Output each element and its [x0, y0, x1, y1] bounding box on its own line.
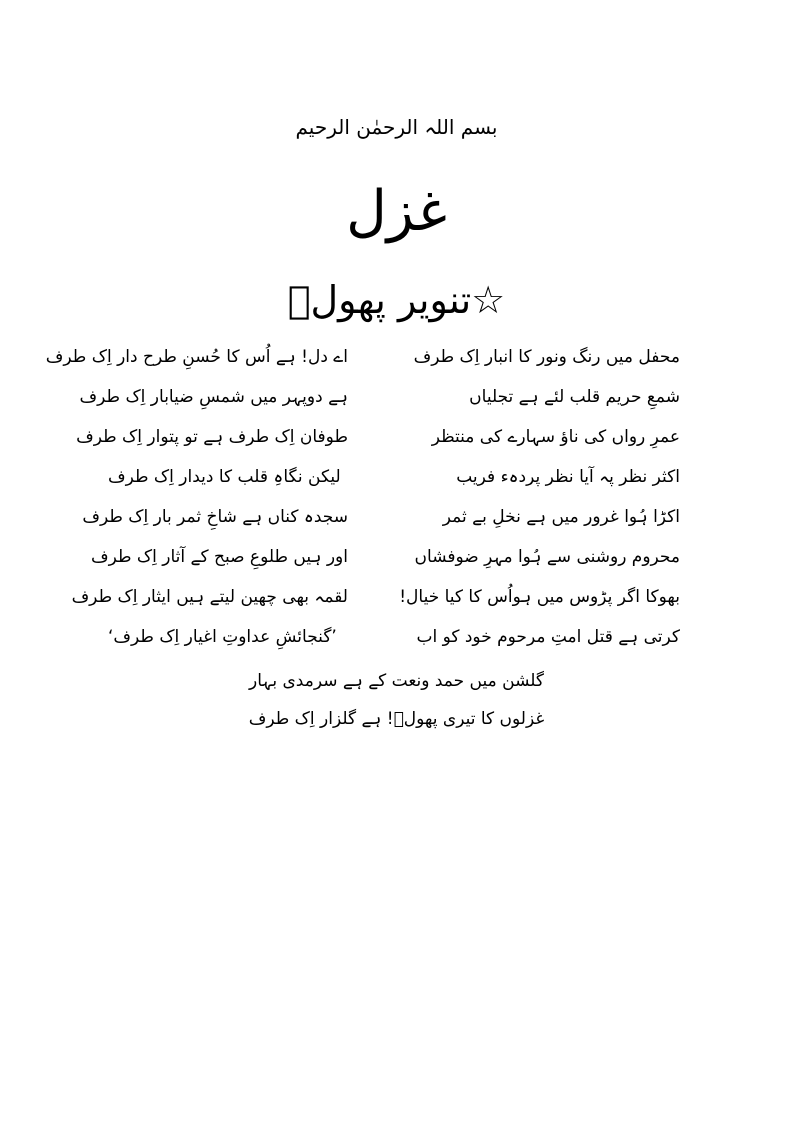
maqta-first-line: گلشن میں حمد ونعت کے ہے سرمدی بہار [249, 671, 544, 691]
page-title: غزل [346, 179, 447, 244]
couplet-second-line: اے دل! ہے اُس کا حُسنِ طرح دار اِک طرف [45, 347, 348, 367]
couplet-second-line: لقمہ بھی چھین لیتے ہیں ایثار اِک طرف [71, 587, 348, 607]
poet-name: ☆تنویر پھولؔ [287, 278, 506, 322]
couplet-first-line: عمرِ رواں کی ناؤ سہارے کی منتظر [431, 427, 680, 447]
couplet-first-line: بھوکا اگر پڑوس میں ہواُس کا کیا خیال! [399, 587, 680, 607]
couplet-second-line: طوفان اِک طرف ہے تو پتوار اِک طرف [76, 427, 348, 447]
couplet-first-line: شمعِ حریم قلب لئے ہے تجلیاں [469, 387, 680, 407]
couplet [108, 460, 680, 500]
couplet-second-line: اور ہیں طلوعِ صبح کے آثار اِک طرف [91, 547, 348, 567]
couplet-first-line: محروم روشنی سے ہُوا مہرِ ضوفشاں [414, 547, 680, 567]
couplet [45, 340, 680, 380]
couplet [76, 420, 680, 460]
couplet-first-line: اکڑا ہُوا غرور میں ہے نخلِ بے ثمر [442, 507, 680, 527]
maqta-couplet [0, 662, 793, 738]
maqta-second-line: غزلوں کا تیری پھولؔ! ہے گلزار اِک طرف [248, 709, 545, 729]
couplet [91, 540, 680, 580]
couplet [71, 580, 680, 620]
couplet-second-line: سجدہ کناں ہے شاخِ ثمر بار اِک طرف [82, 507, 348, 527]
couplet-first-line: اکثر نظر پہ آیا نظر پردہء فریب [456, 467, 680, 487]
couplet-second-line: ’گنجائشِ عداوتِ اغیار اِک طرف‘ [108, 627, 337, 647]
couplet-first-line: کرتی ہے قتل امتِ مرحوم خود کو اب [416, 627, 680, 647]
bismillah-heading: بسم اللہ الرحمٰن الرحیم [295, 115, 498, 139]
couplet-second-line: ہے دوپہر میں شمسِ ضیابار اِک طرف [79, 387, 348, 407]
couplet [82, 500, 680, 540]
couplet [79, 380, 680, 420]
ghazal-couplets [45, 340, 680, 660]
couplet-second-line: لیکن نگاہِ قلب کا دیدار اِک طرف [108, 467, 341, 487]
couplet-first-line: محفل میں رنگ ونور کا انبار اِک طرف [413, 347, 680, 367]
couplet [108, 620, 680, 660]
